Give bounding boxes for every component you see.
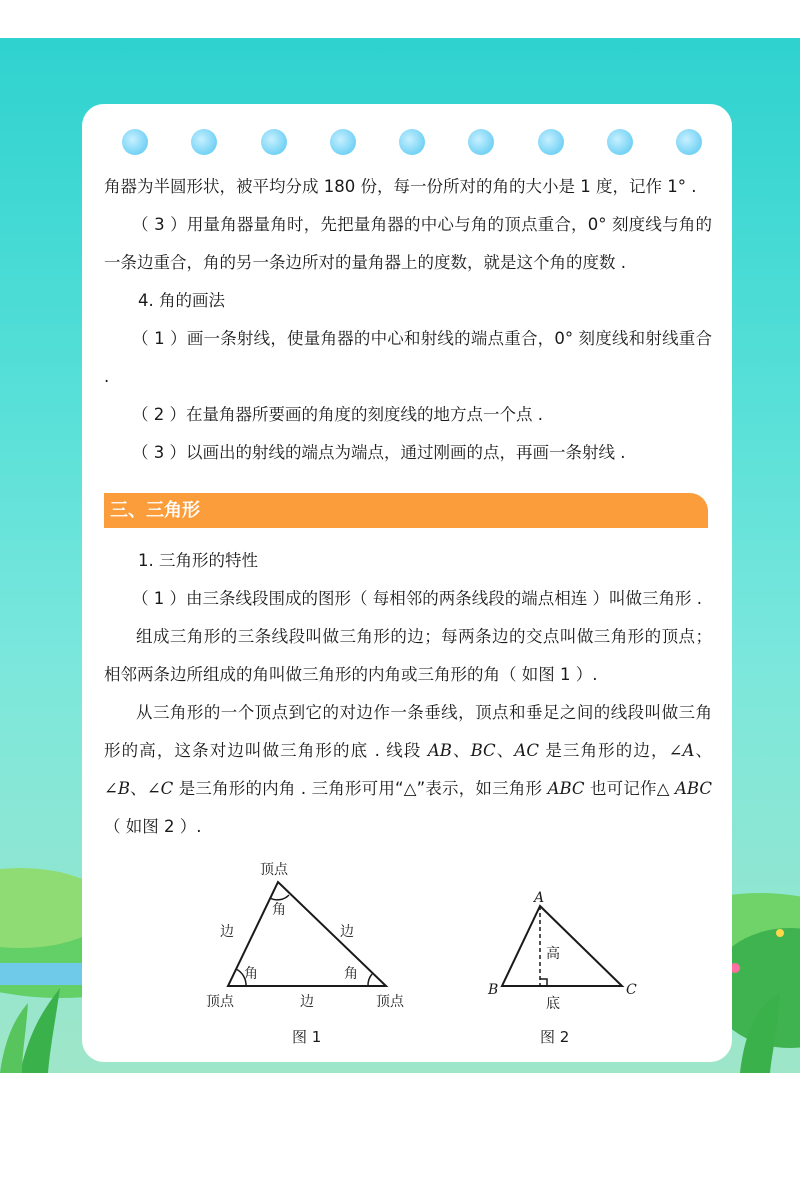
figure-1 bbox=[200, 856, 430, 1016]
paragraph-triangle-definition: （ 1 ）由三条线段围成的图形（ 每相邻的两条线段的端点相连 ）叫做三角形 . bbox=[132, 589, 702, 608]
vertex-label-top: 顶点 bbox=[260, 862, 288, 878]
angle-label-right: 角 bbox=[344, 966, 358, 982]
triangle-abc-outline bbox=[502, 906, 622, 986]
triangle-section bbox=[104, 542, 712, 846]
binding-hole bbox=[538, 129, 564, 155]
binding-hole bbox=[330, 129, 356, 155]
protractor-section bbox=[104, 168, 712, 472]
heading-angle-drawing: 4. 角的画法 bbox=[138, 291, 225, 310]
angle-arc-top bbox=[270, 895, 289, 900]
vertex-label-right: 顶点 bbox=[376, 994, 404, 1010]
binding-hole bbox=[122, 129, 148, 155]
separator: 、 bbox=[451, 741, 471, 760]
triangle-name-abc: ABC bbox=[547, 779, 585, 798]
side-label-bottom: 边 bbox=[300, 994, 314, 1010]
vertex-c: C bbox=[626, 982, 637, 998]
vertex-b: B bbox=[488, 982, 499, 998]
heading-triangle-properties: 1. 三角形的特性 bbox=[138, 551, 258, 570]
paragraph-protractor: 角器为半圆形状，被平均分成 180 份，每一份所对的角的大小是 1 度，记作 1° . bbox=[104, 177, 697, 196]
binding-hole bbox=[191, 129, 217, 155]
binding-hole bbox=[399, 129, 425, 155]
angle-arc-right bbox=[368, 974, 372, 986]
segment-ab: AB bbox=[427, 741, 452, 760]
figure-1-caption: 图 1 bbox=[292, 1028, 322, 1046]
segment-bc: BC bbox=[470, 741, 496, 760]
binding-hole bbox=[607, 129, 633, 155]
text-span: 是三角形的边， bbox=[538, 741, 669, 760]
drawing-step-2: （ 2 ）在量角器所要画的角度的刻度线的地方点一个点 . bbox=[132, 405, 543, 424]
section-heading-triangle: 三、三角形 bbox=[104, 493, 708, 528]
paragraph-measure-step-3: （ 3 ）用量角器量角时，先把量角器的中心与角的顶点重合，0° 刻度线与角的一条边重合，角的另一条边所对的量角器上的度数，就是这个角的度数 . bbox=[104, 215, 712, 272]
figure-2-caption: 图 2 bbox=[540, 1028, 570, 1046]
binding-hole bbox=[261, 129, 287, 155]
segment-ac: AC bbox=[514, 741, 539, 760]
angle-c: ∠C bbox=[146, 779, 174, 798]
figure-2 bbox=[480, 886, 660, 1016]
drawing-step-1: （ 1 ）画一条射线，使量角器的中心和射线的端点重合，0° 刻度线和射线重合 . bbox=[104, 329, 712, 386]
base-label: 底 bbox=[546, 996, 560, 1012]
paragraph-sides-vertices: 组成三角形的三条线段叫做三角形的边；每两条边的交点叫做三角形的顶点；相邻两条边所组成的角叫做三角形的内角或三角形的角（ 如图 1 ）. bbox=[104, 627, 712, 684]
separator: 、 bbox=[129, 779, 147, 798]
content-card bbox=[82, 104, 732, 1062]
binding-hole bbox=[676, 129, 702, 155]
text-span: 从三角形的一个顶点到它的对边作一条垂线，顶点和垂足之间的线段叫做三角形的高，这条对边叫做三角形的底 . 线段 bbox=[104, 703, 712, 760]
angle-label-top: 角 bbox=[272, 902, 286, 918]
side-label-right: 边 bbox=[340, 924, 354, 940]
separator: 、 bbox=[694, 741, 713, 760]
angle-a: ∠A bbox=[668, 741, 695, 760]
angle-b: ∠B bbox=[104, 779, 130, 798]
binding-hole bbox=[468, 129, 494, 155]
text-span: 是三角形的内角 . 三角形可用“△”表示，如三角形 bbox=[173, 779, 548, 798]
text-span: 也可记作△ bbox=[584, 779, 676, 798]
side-label-left: 边 bbox=[220, 924, 234, 940]
right-angle-mark bbox=[540, 979, 547, 986]
triangle-name-abc: ABC bbox=[675, 779, 712, 798]
binding-holes bbox=[122, 129, 702, 155]
drawing-step-3: （ 3 ）以画出的射线的端点为端点，通过刚画的点，再画一条射线 . bbox=[132, 443, 626, 462]
height-label: 高 bbox=[546, 946, 560, 962]
vertex-a: A bbox=[534, 890, 545, 906]
figure-2-triangle bbox=[480, 886, 660, 1016]
angle-label-left: 角 bbox=[244, 966, 258, 982]
figure-1-triangle bbox=[200, 856, 430, 1016]
text-span: （ 如图 2 ）. bbox=[104, 817, 202, 836]
separator: 、 bbox=[495, 741, 515, 760]
paragraph-height-base bbox=[104, 694, 712, 846]
vertex-label-left: 顶点 bbox=[206, 994, 234, 1010]
